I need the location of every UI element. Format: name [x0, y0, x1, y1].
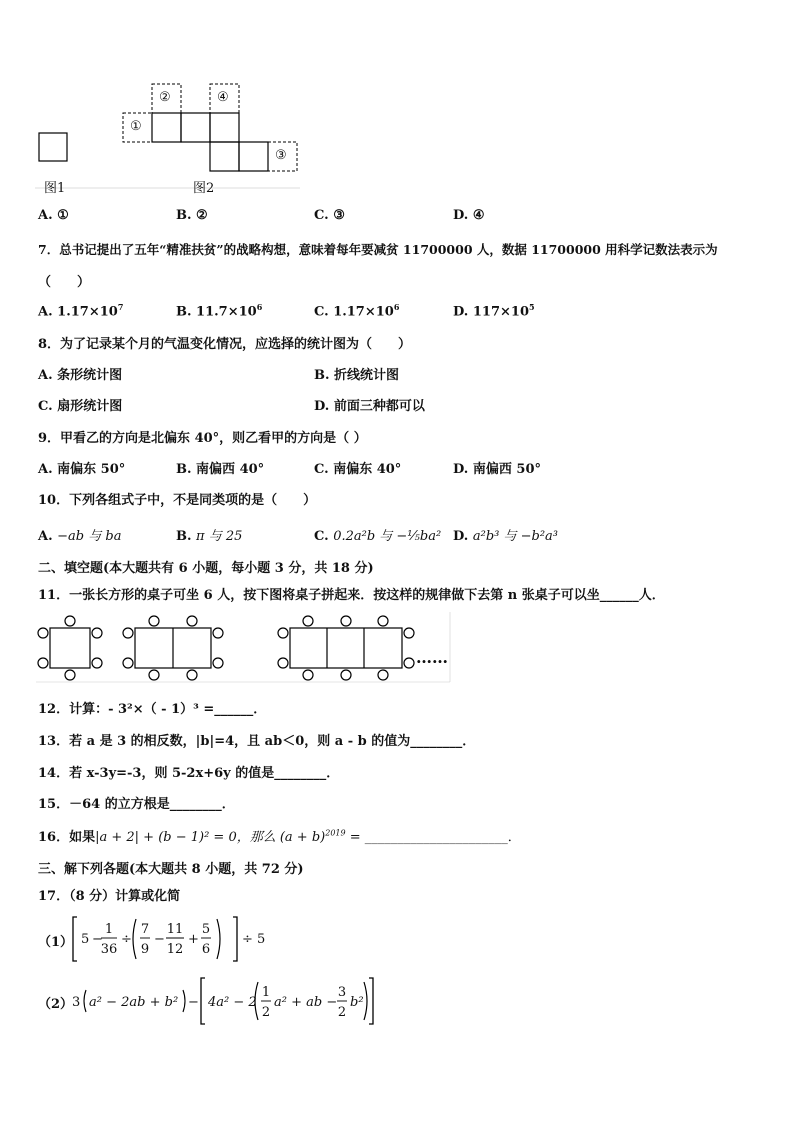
q8-option-c[interactable]: C. 扇形统计图 — [38, 399, 123, 414]
q9-option-c[interactable]: C. 南偏东 40° — [314, 462, 402, 477]
q10-option-a[interactable]: A. −ab 与 ba — [38, 529, 122, 544]
table-3 — [290, 628, 402, 668]
svg-text:+: + — [188, 932, 199, 947]
expr2-f1d: 2 — [261, 1005, 271, 1020]
expr1-p2n: 11 — [166, 922, 184, 937]
q6-option-a[interactable]: A. ① — [38, 208, 69, 223]
fig1-square — [39, 133, 67, 161]
section-3-heading: 三、解下列各题(本大题共 8 小题，共 72 分) — [38, 862, 304, 877]
q7-stem-paren: （ ） — [38, 275, 91, 290]
q17-part2-label: （2） — [38, 997, 74, 1012]
q6-option-b[interactable]: B. ② — [176, 208, 208, 223]
q6-option-d[interactable]: D. ④ — [453, 208, 485, 223]
expr2-f1n: 1 — [261, 985, 271, 1000]
expr1-p2d: 12 — [166, 942, 184, 957]
expr2-lead: 3 — [72, 995, 81, 1010]
svg-text:−: − — [92, 932, 103, 947]
q12-stem: 12．计算：- 3²×（ - 1）³ =______． — [38, 702, 267, 717]
fig2-net — [152, 113, 268, 171]
expr1-5: 5 — [81, 932, 90, 947]
expr1-div: ÷ 5 — [242, 932, 266, 947]
q17-part1-label: （1） — [38, 935, 74, 950]
q10-option-c[interactable]: C. 0.2a²b 与 −⅕ba² — [314, 529, 442, 544]
figure-q11-tables — [36, 612, 456, 684]
fig2-label: 图2 — [193, 181, 215, 196]
q7-option-d[interactable]: D. $117\times 10^5$ — [453, 302, 535, 320]
q8-option-b[interactable]: B. 折线统计图 — [314, 368, 400, 383]
expr1-p3d: 6 — [201, 942, 211, 957]
q16-stem: 16．如果|a + 2| + (b − 1)² = 0，那么 $(a + b)^{2019}$ = ______________________． — [38, 828, 521, 845]
q7-option-c[interactable]: C. $1.17\times 10^6$ — [314, 302, 400, 320]
q8-option-a[interactable]: A. 条形统计图 — [38, 368, 123, 383]
expr2-rest: a² + ab − — [274, 995, 338, 1010]
q17-stem: 17．（8 分）计算或化简 — [38, 889, 181, 904]
q17-expr1 — [72, 915, 266, 963]
expr2-f2d: 2 — [337, 1005, 347, 1020]
fig-mark-1: ① — [130, 119, 142, 134]
q8-stem: 8．为了记录某个月的气温变化情况，应选择的统计图为（ ） — [38, 337, 412, 352]
q9-stem: 9．甲看乙的方向是北偏东 40°，则乙看甲的方向是（ ） — [38, 431, 367, 446]
svg-text:−: − — [154, 932, 165, 947]
q11-dots: …… — [416, 648, 448, 667]
q13-stem: 13．若 a 是 3 的相反数，|b|=4，且 ab＜0，则 a - b 的值为________． — [38, 734, 476, 749]
q9-option-d[interactable]: D. 南偏西 50° — [453, 462, 541, 477]
expr1-p3n: 5 — [201, 922, 211, 937]
q14-stem: 14．若 x-3y=-3，则 5-2x+6y 的值是________． — [38, 766, 340, 781]
expr2-mid: 4a² − 2 — [208, 995, 257, 1010]
table-1 — [50, 628, 90, 668]
fig-mark-4: ④ — [217, 90, 229, 105]
expr2-f2n: 3 — [337, 985, 347, 1000]
expr2-inner: a² − 2ab + b² — [89, 995, 179, 1010]
expr1-d1: 36 — [100, 942, 118, 957]
fig1-label: 图1 — [44, 181, 66, 196]
q6-option-c[interactable]: C. ③ — [314, 208, 345, 223]
q10-stem: 10．下列各组式子中，不是同类项的是（ ） — [38, 493, 317, 508]
expr2-tail: b² — [350, 995, 364, 1010]
svg-text:−: − — [188, 995, 199, 1010]
q11-stem: 11．一张长方形的桌子可坐 6 人，按下图将桌子拼起来．按这样的规律做下去第 n 张桌子可以坐______人． — [38, 588, 665, 603]
q9-option-b[interactable]: B. 南偏西 40° — [176, 462, 265, 477]
q15-stem: 15．－64 的立方根是________． — [38, 797, 235, 812]
q7-option-a[interactable]: A. $1.17\times 10^7$ — [38, 302, 124, 320]
q10-option-d[interactable]: D. a²b³ 与 −b²a³ — [453, 529, 559, 544]
expr1-n1: 1 — [104, 922, 114, 937]
q10-option-b[interactable]: B. π 与 25 — [176, 529, 243, 544]
fig-mark-2: ② — [159, 90, 171, 105]
section-2-heading: 二、填空题(本大题共有 6 小题，每小题 3 分，共 18 分) — [38, 561, 374, 576]
expr1-p1d: 9 — [140, 942, 150, 957]
q9-option-a[interactable]: A. 南偏东 50° — [38, 462, 126, 477]
q7-stem: 7．总书记提出了五年“精准扶贫”的战略构想，意味着每年要减贫 11700000 人，数据 11700000 用科学记数法表示为 — [38, 242, 718, 257]
svg-text:÷: ÷ — [121, 932, 132, 947]
q8-option-d[interactable]: D. 前面三种都可以 — [314, 399, 425, 414]
fig-mark-3: ③ — [275, 148, 287, 163]
q7-option-b[interactable]: B. $11.7\times 10^6$ — [176, 302, 263, 320]
q17-expr2 — [72, 976, 382, 1026]
expr1-p1n: 7 — [140, 922, 150, 937]
